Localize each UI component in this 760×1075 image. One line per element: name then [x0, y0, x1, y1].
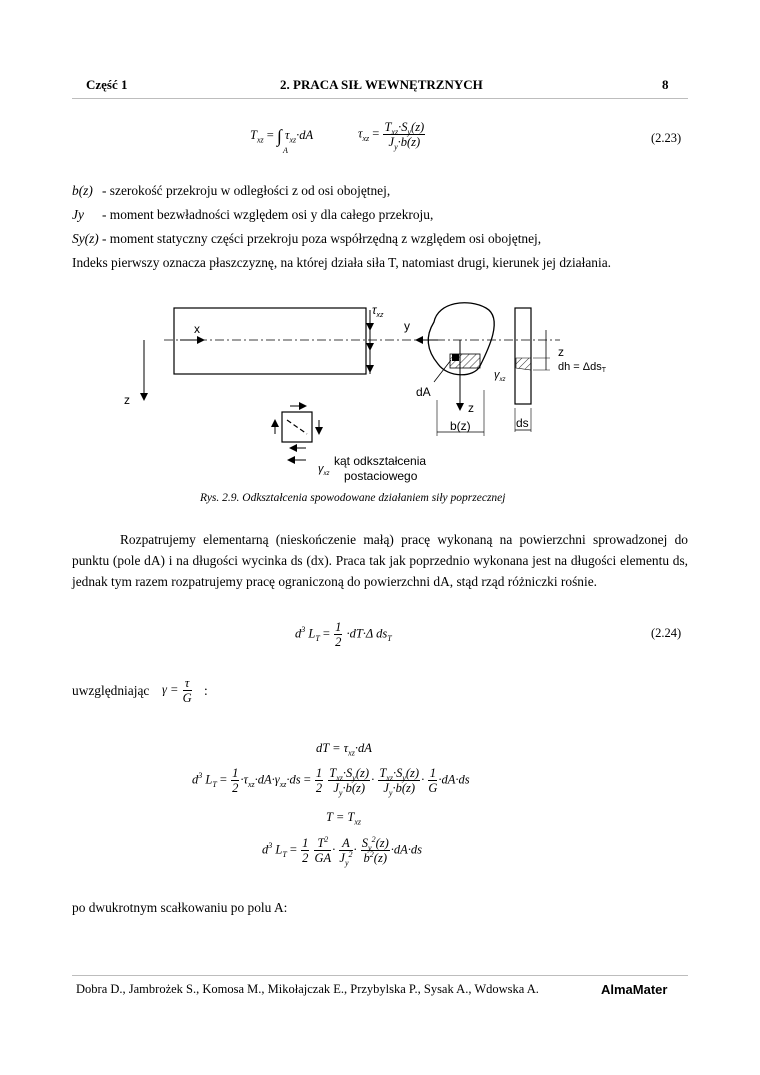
figure-2-9	[120, 300, 607, 490]
label-x: x	[194, 322, 200, 336]
label-bz: b(z)	[450, 419, 471, 433]
label-gamma-side: $\gamma_{xz}$	[494, 369, 506, 383]
label-tau: $\tau_{xz}$	[372, 303, 384, 319]
considering-formula: γ = $\frac{\tau}{G}$	[162, 676, 192, 705]
figure-caption: Rys. 2.9. Odkształcenia spowodowane działaniem siły poprzecznej	[200, 492, 506, 504]
header-part: Część 1	[86, 77, 128, 92]
derivation-line-4: $d^3$ $L_T$ = $\frac{1}{2}$ $\frac{T^2}{GA}$ · $\frac{A}{J_y^2}$ · $\frac{S_y^2(z)}{b^2(z)}$ ·dA·ds	[262, 834, 423, 868]
derivation-line-3: $T = T_{xz}$	[326, 810, 362, 827]
header-chapter: 2. PRACA SIŁ WEWNĘTRZNYCH	[280, 77, 483, 92]
label-y: y	[404, 319, 410, 333]
derivation-line-1: dT = $\tau_{xz}\cdot dA$	[316, 741, 372, 758]
closing-text: po dwukrotnym scałkowaniu po polu A:	[72, 900, 288, 915]
dA-element	[452, 354, 459, 361]
label-z-right: z	[558, 345, 564, 359]
footer-brand: AlmaMater	[601, 982, 668, 997]
equation-2-24-number: (2.24)	[651, 626, 682, 640]
footer-rule	[72, 975, 688, 976]
equation-2-23-integral: $T_{xz}$ = ∫ A $\tau_{xz}\cdot dA$	[250, 126, 314, 155]
derivation-line-2: $d^3$ $L_T$ = $\frac{1}{2}$ $\cdot\tau_{xz}\cdot dA\cdot\gamma_{xz}\cdot ds$ = $\frac{1}{2}$ $\frac{T_{xz}\cdot S_y(z)}{J_y\cdot b(z)}$ · $\frac{T_{xz}\cdot S_y(z)}{J_y\cdot b(z)}$ · $\frac{1}{G}$ ·dA·ds	[192, 766, 470, 798]
footer-authors: Dobra D., Jambrożek S., Komosa M., Mikołajczak E., Przybylska P., Sysak A., Wdowska A.	[76, 982, 539, 996]
side-element-sheared	[516, 358, 531, 370]
label-dh: dh = ΔdsT	[558, 361, 607, 374]
definition-bz: b(z) - szerokość przekroju w odległości z od osi obojętnej,	[72, 183, 391, 198]
equation-2-23-number: (2.23)	[651, 131, 682, 145]
beam-outline	[174, 308, 366, 374]
definition-jy: Jy - moment bezwładności względem osi y dla całego przekroju,	[72, 207, 434, 222]
label-gamma: $\gamma_{xz}$	[318, 463, 330, 477]
label-dA: dA	[416, 385, 431, 399]
dA-leader	[434, 360, 451, 382]
header-page-number: 8	[662, 77, 669, 92]
shear-element-diagonal	[287, 420, 307, 434]
label-kat-line1: kąt odkształcenia	[334, 454, 427, 468]
body-paragraph: Rozpatrujemy elementarną (nieskończenie małą) pracę wykonaną na powierzchni sprowadzonej do punktu (pole dA) i na długości wycinka ds (dx). Praca tak jak poprzednio wykonana jest na długości elementu ds, jednak tym razem rozpatrujemy pracę ograniczoną do powierzchni dA, stąd rząd różniczki rośnie.	[72, 532, 688, 589]
equation-2-24: $d^3$ $L_T$ = $\frac{1}{2}$ ·dT·Δ $ds_T$	[295, 620, 392, 649]
label-z-section: z	[468, 401, 474, 415]
label-kat-line2: postaciowego	[344, 469, 418, 483]
label-z-beam: z	[124, 393, 130, 407]
label-ds: ds	[516, 416, 529, 430]
side-element-outline	[515, 308, 531, 404]
index-note: Indeks pierwszy oznacza płaszczyznę, na której działa siła T, natomiast drugi, kierunek jej działania.	[72, 255, 611, 270]
equation-2-23-tau: $\tau_{xz}$ = $\frac{T_{xz}\cdot S_y(z)}{J_y\cdot b(z)}$	[358, 120, 425, 152]
considering-colon: :	[204, 683, 208, 698]
header-rule	[72, 98, 688, 99]
considering-text: uwzględniając	[72, 683, 150, 698]
definition-syz: Sy(z) - moment statyczny części przekroju poza współrzędną z względem osi obojętnej,	[72, 231, 542, 246]
